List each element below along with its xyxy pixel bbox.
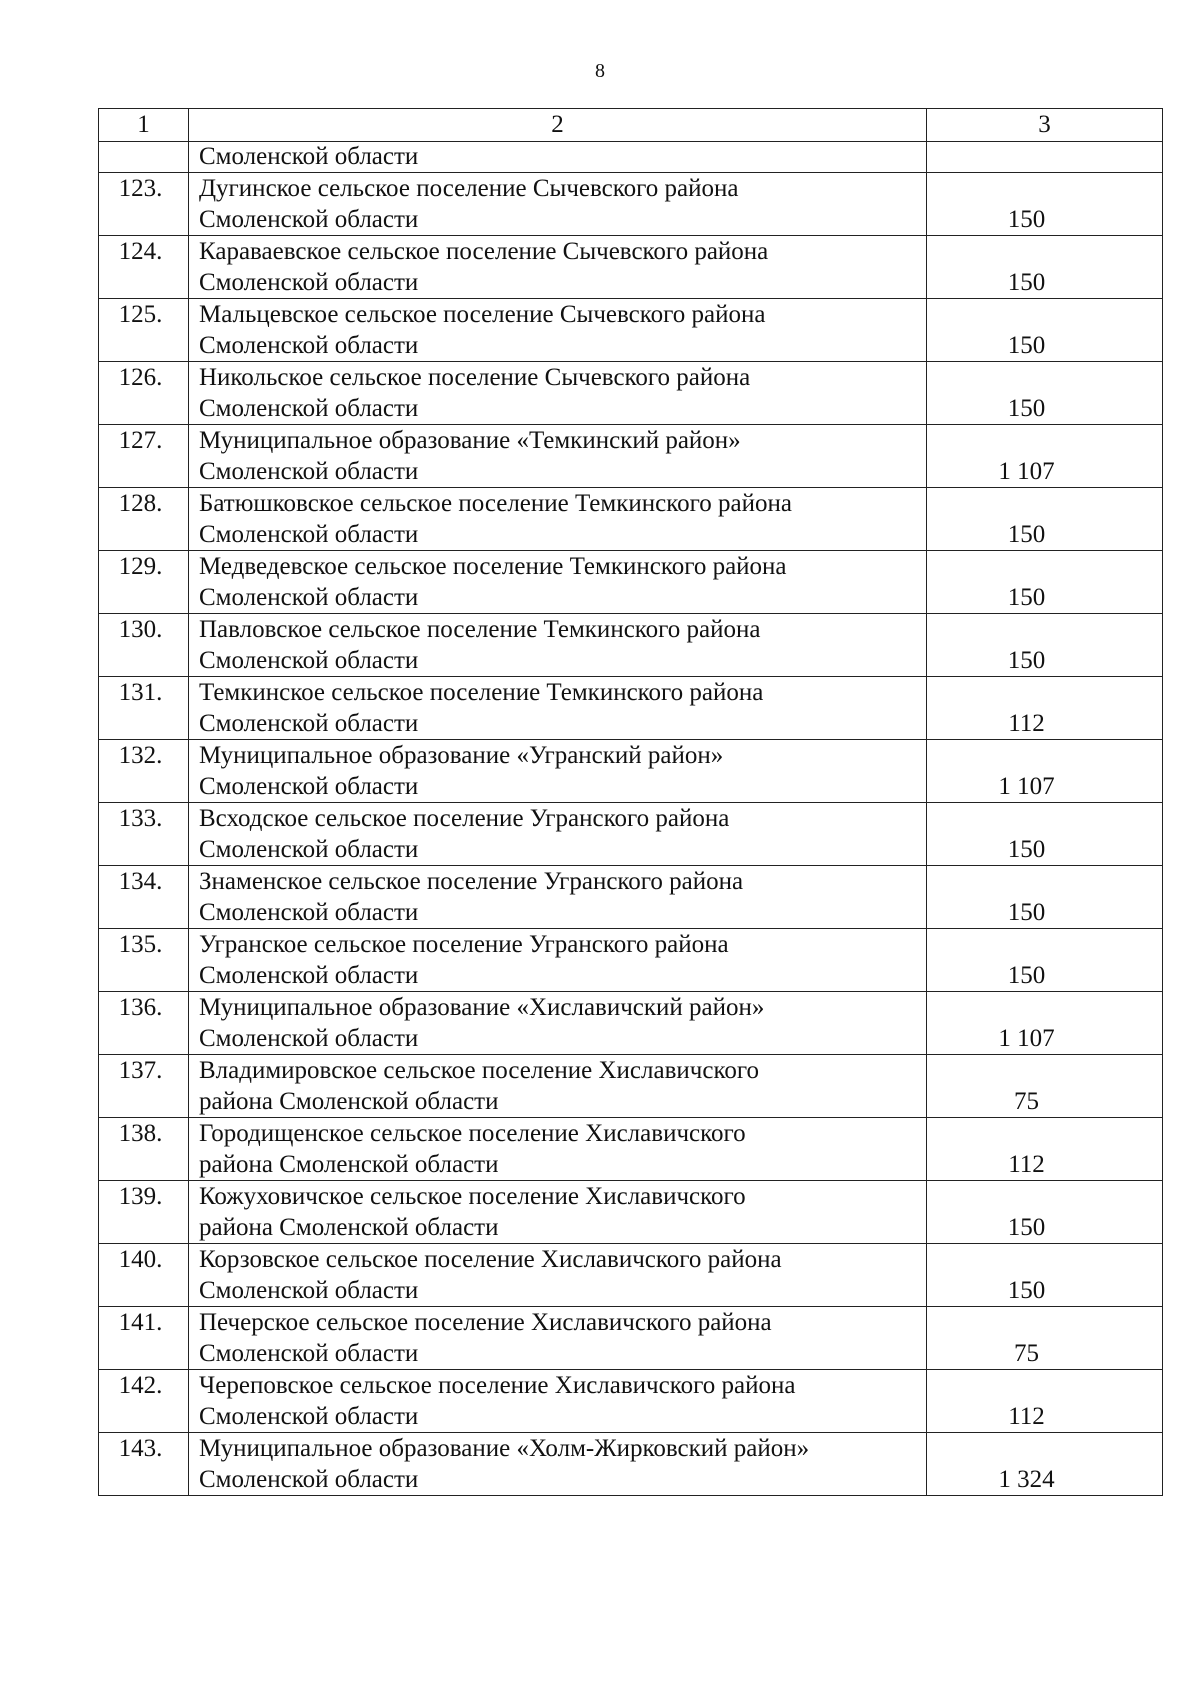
municipality-name-line-1: Батюшковское сельское поселение Темкинского района	[199, 490, 792, 517]
municipality-name-line-1: Кожуховичское сельское поселение Хиславичского	[199, 1183, 746, 1210]
allocation-value: 150	[927, 803, 1163, 866]
table-row	[99, 1307, 1163, 1370]
allocation-value: 150	[927, 551, 1163, 614]
row-number: 136.	[99, 992, 189, 1055]
row-number: 140.	[99, 1244, 189, 1307]
allocation-value: 75	[927, 1055, 1163, 1118]
municipality-name-line-1: Городищенское сельское поселение Хиславичского	[199, 1120, 746, 1147]
municipality-name	[189, 740, 927, 803]
municipality-name-line-2: Смоленской области	[199, 584, 419, 611]
table-row	[99, 803, 1163, 866]
municipality-name	[189, 1433, 927, 1496]
table-row	[99, 614, 1163, 677]
municipality-name-line-1: Муниципальное образование «Темкинский район»	[199, 427, 741, 454]
municipality-name-line-1: Владимировское сельское поселение Хиславичского	[199, 1057, 759, 1084]
allocation-value: 112	[927, 1118, 1163, 1181]
allocation-value: 1 107	[927, 992, 1163, 1055]
municipality-name-line-1: Мальцевское сельское поселение Сычевского района	[199, 301, 766, 328]
municipality-name	[189, 1307, 927, 1370]
municipality-name-line-2: Смоленской области	[199, 1466, 419, 1493]
row-number: 130.	[99, 614, 189, 677]
municipality-name-line-2: Смоленской области	[199, 521, 419, 548]
municipality-name	[189, 236, 927, 299]
municipality-name-line-2: Смоленской области	[199, 710, 419, 737]
row-number: 128.	[99, 488, 189, 551]
row-number: 143.	[99, 1433, 189, 1496]
row-number: 125.	[99, 299, 189, 362]
continuation-num-cell	[99, 142, 189, 173]
municipality-name-line-1: Печерское сельское поселение Хиславичского района	[199, 1309, 772, 1336]
municipality-name	[189, 929, 927, 992]
table-row	[99, 425, 1163, 488]
allocation-value: 150	[927, 362, 1163, 425]
table-row	[99, 362, 1163, 425]
municipality-name-line-1: Никольское сельское поселение Сычевского района	[199, 364, 751, 391]
municipality-name-line-2: Смоленской области	[199, 899, 419, 926]
row-number: 126.	[99, 362, 189, 425]
allocation-value: 112	[927, 677, 1163, 740]
allocation-value: 150	[927, 299, 1163, 362]
municipality-name-line-1: Темкинское сельское поселение Темкинского района	[199, 679, 764, 706]
municipality-name-line-2: района Смоленской области	[199, 1088, 499, 1115]
municipality-name-line-2: Смоленской области	[199, 962, 419, 989]
municipality-name	[189, 299, 927, 362]
municipality-name	[189, 1370, 927, 1433]
allocation-value: 150	[927, 488, 1163, 551]
municipality-name	[189, 425, 927, 488]
municipality-name	[189, 803, 927, 866]
municipality-name-line-1: Корзовское сельское поселение Хиславичского района	[199, 1246, 782, 1273]
municipality-name-line-2: Смоленской области	[199, 773, 419, 800]
allocation-value: 112	[927, 1370, 1163, 1433]
allocation-value: 150	[927, 236, 1163, 299]
municipality-name-line-2: Смоленской области	[199, 1025, 419, 1052]
municipality-name-line-1: Караваевское сельское поселение Сычевского района	[199, 238, 769, 265]
table-row	[99, 677, 1163, 740]
municipality-name-line-2: Смоленской области	[199, 269, 419, 296]
table-row	[99, 1118, 1163, 1181]
header-col-2: 2	[189, 109, 927, 142]
municipality-name-line-2: района Смоленской области	[199, 1151, 499, 1178]
municipality-name	[189, 173, 927, 236]
allocation-value: 150	[927, 1181, 1163, 1244]
table-row	[99, 1433, 1163, 1496]
allocation-value: 1 107	[927, 425, 1163, 488]
allocation-value: 150	[927, 866, 1163, 929]
municipality-name-line-2: Смоленской области	[199, 836, 419, 863]
municipality-name-line-1: Череповское сельское поселение Хиславичского района	[199, 1372, 796, 1399]
table-row	[99, 173, 1163, 236]
continuation-row	[99, 142, 1163, 173]
municipality-name-line-1: Муниципальное образование «Хиславичский район»	[199, 994, 765, 1021]
municipality-name-line-2: Смоленской области	[199, 206, 419, 233]
municipality-name-line-1: Знаменское сельское поселение Угранского района	[199, 868, 744, 895]
municipality-name-line-1: Муниципальное образование «Холм-Жирковский район»	[199, 1435, 810, 1462]
allocation-value: 150	[927, 1244, 1163, 1307]
table-row	[99, 740, 1163, 803]
municipality-name-line-1: Павловское сельское поселение Темкинского района	[199, 616, 761, 643]
table-row	[99, 1181, 1163, 1244]
municipality-name-line-2: Смоленской области	[199, 647, 419, 674]
municipality-name	[189, 362, 927, 425]
municipality-name	[189, 551, 927, 614]
continuation-value-cell	[927, 142, 1163, 173]
table-row	[99, 992, 1163, 1055]
table-row	[99, 929, 1163, 992]
allocation-value: 150	[927, 173, 1163, 236]
municipality-name-line-2: Смоленской области	[199, 332, 419, 359]
municipality-name	[189, 866, 927, 929]
allocation-value: 150	[927, 929, 1163, 992]
municipality-name-line-2: Смоленской области	[199, 1277, 419, 1304]
municipality-name-line-1: Медведевское сельское поселение Темкинского района	[199, 553, 787, 580]
municipality-name-line-1: Дугинское сельское поселение Сычевского района	[199, 175, 739, 202]
municipality-name-line-1: Угранское сельское поселение Угранского района	[199, 931, 729, 958]
allocation-value: 1 324	[927, 1433, 1163, 1496]
row-number: 137.	[99, 1055, 189, 1118]
municipality-name	[189, 677, 927, 740]
row-number: 123.	[99, 173, 189, 236]
table-row	[99, 1244, 1163, 1307]
municipality-name	[189, 992, 927, 1055]
municipality-name-line-2: Смоленской области	[199, 458, 419, 485]
continuation-text: Смоленской области	[189, 142, 927, 173]
row-number: 141.	[99, 1307, 189, 1370]
allocation-value: 150	[927, 614, 1163, 677]
municipality-name	[189, 614, 927, 677]
allocation-value: 75	[927, 1307, 1163, 1370]
row-number: 129.	[99, 551, 189, 614]
municipality-name-line-2: района Смоленской области	[199, 1214, 499, 1241]
table-row	[99, 236, 1163, 299]
row-number: 135.	[99, 929, 189, 992]
table-row	[99, 1055, 1163, 1118]
municipality-name	[189, 1181, 927, 1244]
header-col-3: 3	[927, 109, 1163, 142]
row-number: 131.	[99, 677, 189, 740]
municipality-name-line-2: Смоленской области	[199, 395, 419, 422]
table-row	[99, 551, 1163, 614]
row-number: 124.	[99, 236, 189, 299]
municipality-name-line-1: Муниципальное образование «Угранский район»	[199, 742, 724, 769]
municipality-name	[189, 1118, 927, 1181]
allocation-table	[98, 108, 1163, 1496]
table-row	[99, 866, 1163, 929]
row-number: 139.	[99, 1181, 189, 1244]
municipality-name	[189, 1244, 927, 1307]
municipality-name	[189, 1055, 927, 1118]
table-header-row	[99, 109, 1163, 142]
row-number: 138.	[99, 1118, 189, 1181]
allocation-value: 1 107	[927, 740, 1163, 803]
table-row	[99, 299, 1163, 362]
table-row	[99, 488, 1163, 551]
row-number: 133.	[99, 803, 189, 866]
municipality-name-line-2: Смоленской области	[199, 1340, 419, 1367]
municipality-name-line-2: Смоленской области	[199, 1403, 419, 1430]
row-number: 127.	[99, 425, 189, 488]
municipality-name-line-1: Всходское сельское поселение Угранского района	[199, 805, 730, 832]
row-number: 142.	[99, 1370, 189, 1433]
header-col-1: 1	[99, 109, 189, 142]
page-number: 8	[595, 60, 605, 82]
table-row	[99, 1370, 1163, 1433]
row-number: 134.	[99, 866, 189, 929]
municipality-name	[189, 488, 927, 551]
row-number: 132.	[99, 740, 189, 803]
